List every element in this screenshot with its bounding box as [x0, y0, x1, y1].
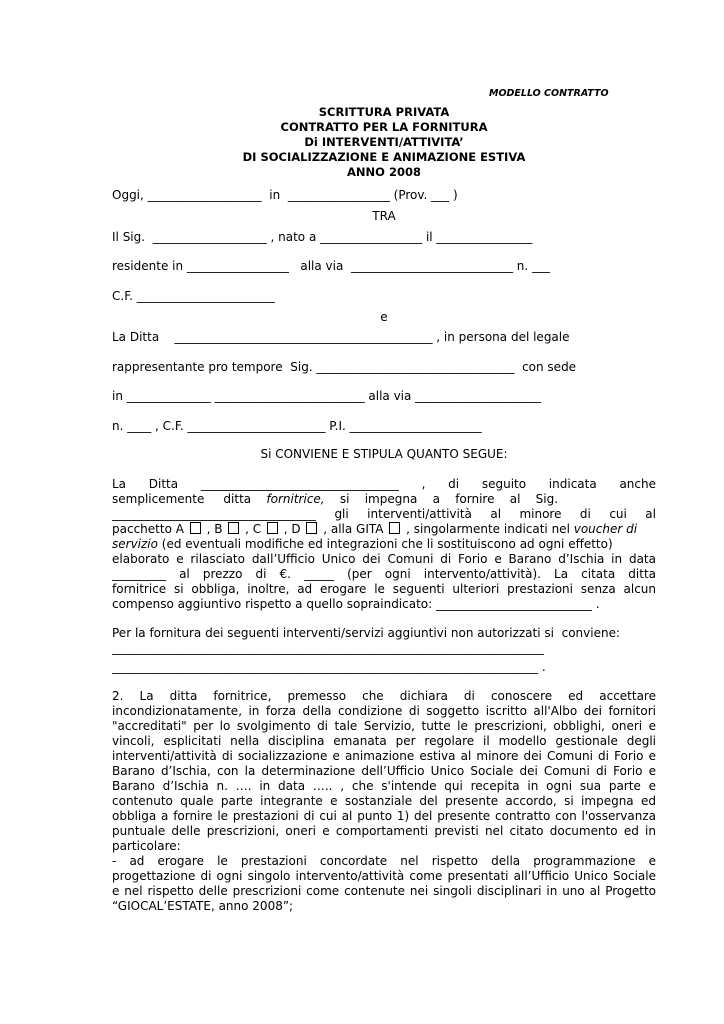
clause2-row: incondizionatamente, in forza della condizione di soggetto iscritto all'Albo dei fornitori	[112, 704, 656, 718]
residente-line: residente in _________________ alla via ___________________________ n. ___	[112, 259, 550, 273]
clause2-row: e nel rispetto delle prescrizioni come contenute nei singoli disciplinari in uno al Progetto	[112, 884, 656, 898]
ditta-line: La Ditta ___________________________________________ , in persona del legale	[112, 330, 570, 344]
clause2-row: obbliga a fornire le prestazioni di cui al punto 1) del presente contratto con l'osservanza	[112, 809, 656, 823]
clause1-row: __________________________________ gli interventi/attività al minore di cui al	[112, 507, 656, 521]
checkbox-pacchetto-a[interactable]	[190, 522, 201, 534]
clause1-row: servizio (ed eventuali modifiche ed integrazioni che li sostituiscono ad ogni effetto)	[112, 537, 613, 551]
extra-services-row: ________________________________________________________________________	[112, 641, 544, 655]
clause1-row: semplicemente ditta fornitrice, si impegna a fornire al Sig.	[112, 492, 559, 506]
checkbox-pacchetto-d[interactable]	[306, 522, 317, 534]
extra-services-row: Per la fornitura dei seguenti interventi/servizi aggiuntivi non autorizzati si conviene:	[112, 626, 620, 640]
clause2-row: "accreditati" per lo svolgimento di tale Servizio, tutte le prescrizioni, obblighi, oneri e	[112, 719, 656, 733]
clause2-row: 2. La ditta fornitrice, premesso che dichiara di conoscere ed accettare	[112, 689, 656, 703]
e-label: e	[380, 310, 388, 324]
clause1-row: elaborato e rilasciato dall’Ufficio Unico dei Comuni di Forio e Barano d’Ischia in data	[112, 552, 656, 566]
checkbox-pacchetto-c[interactable]	[267, 522, 278, 534]
clause2-row: Barano d’Ischia n. …. in data ….. , che s'intende qui recepita in ogni sua parte e	[112, 779, 656, 793]
clause1-row: _________ al prezzo di €. _____ (per ogni intervento/attività). La citata ditta	[112, 567, 656, 581]
title-line-1: SCRITTURA PRIVATA	[318, 105, 450, 119]
checkbox-pacchetto-b[interactable]	[228, 522, 239, 534]
clause2-row: - ad erogare le prestazioni concordate nel rispetto della programmazione e	[112, 854, 656, 868]
tra-label: TRA	[372, 209, 396, 223]
extra-services-row: _______________________________________________________________________ .	[112, 660, 546, 674]
clause1-row: pacchetto A , B , C , D , alla GITA , singolarmente indicati nel voucher di	[112, 522, 638, 536]
clause2-row: vincoli, esplicitati nella disciplina emanata per regolare il modello gestionale degli	[112, 734, 656, 748]
cf-line: C.F. _______________________	[112, 289, 275, 303]
title-line-4: DI SOCIALIZZAZIONE E ANIMAZIONE ESTIVA	[242, 150, 526, 164]
title-line-3: Di INTERVENTI/ATTIVITA’	[304, 135, 464, 149]
clause2-row: puntuale delle prescrizioni, oneri e comportamenti previsti nel citato documento ed in	[112, 824, 656, 838]
clause2-row: Barano d’Ischia, con la determinazione dell’Ufficio Unico Sociale dei Comuni di Forio e	[112, 764, 656, 778]
sede-line: in ______________ _________________________ alla via _____________________	[112, 389, 542, 403]
agreement-heading: Si CONVIENE E STIPULA QUANTO SEGUE:	[260, 447, 508, 461]
clause2-row: contenuto quale parte integrante e sostanziale del presente accordo, si impegna ed	[112, 794, 656, 808]
clause1-row: fornitrice si obbliga, inoltre, ad erogare le seguenti ulteriori prestazioni senza alcun	[112, 582, 656, 596]
clause1-row: compenso aggiuntivo rispetto a quello sopraindicato: __________________________ .	[112, 597, 600, 611]
rappresentante-line: rappresentante pro tempore Sig. _________________________________ con sede	[112, 360, 577, 374]
sig-line: Il Sig. ___________________ , nato a _________________ il ________________	[112, 230, 533, 244]
cf-pi-line: n. ____ , C.F. _______________________ P.I. ______________________	[112, 419, 482, 433]
clause2-row: interventi/attività di socializzazione e animazione estiva al minore dei Comuni di Forio e	[112, 749, 656, 763]
title-line-5: ANNO 2008	[347, 165, 421, 179]
clause1-row: La Ditta _________________________________ , di seguito indicata anche	[112, 477, 656, 491]
clause2-row: “GIOCAL’ESTATE, anno 2008”;	[112, 899, 294, 913]
title-line-2: CONTRATTO PER LA FORNITURA	[280, 120, 488, 134]
oggi-line: Oggi, ___________________ in _________________ (Prov. ___ )	[112, 188, 458, 202]
clause2-row: particolare:	[112, 839, 181, 853]
model-label: MODELLO CONTRATTO	[489, 88, 609, 99]
checkbox-gita[interactable]	[389, 522, 400, 534]
clause2-row: progettazione di ogni singolo intervento/attività come presentati all’Ufficio Unico Sociale	[112, 869, 656, 883]
